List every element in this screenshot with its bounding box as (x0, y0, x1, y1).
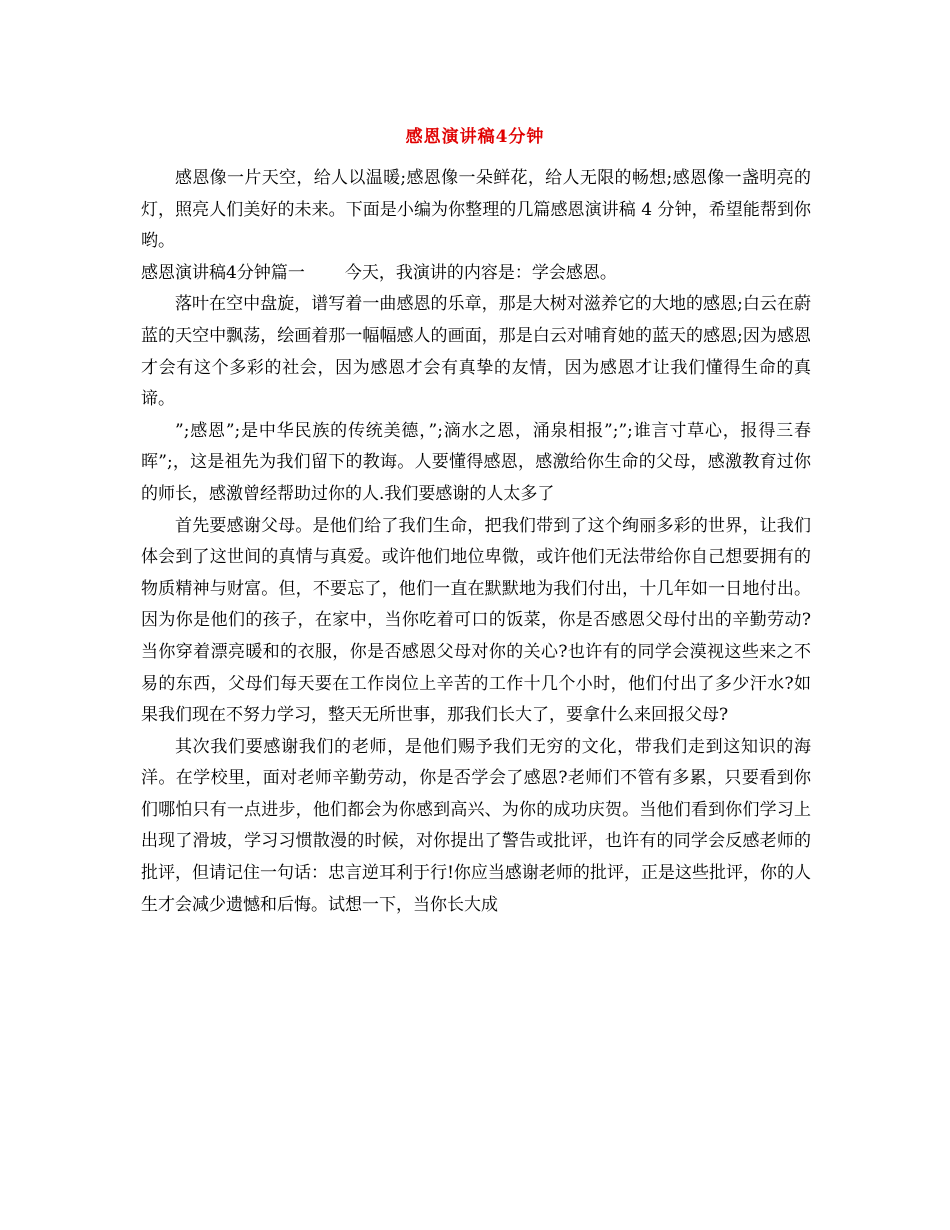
paragraph-3: 首先要感谢父母。是他们给了我们生命，把我们带到了这个绚丽多彩的世界，让我们体会到了这世间的真情与真爱。或许他们地位卑微，或许他们无法带给你自己想要拥有的物质精神与财富。但，不要忘了，他们一直在默默地为我们付出，十几年如一日地付出。因为你是他们的孩子，在家中，当你吃着可口的饭菜，你是否感恩父母付出的辛勤劳动?当你穿着漂亮暖和的衣服，你是否感恩父母对你的关心?也许有的同学会漠视这些来之不易的东西，父母们每天要在工作岗位上辛苦的工作十几个小时，他们付出了多少汗水?如果我们现在不努力学习，整天无所世事，那我们长大了，要拿什么来回报父母? (141, 515, 811, 726)
section-heading: 感恩演讲稿4分钟篇一 (141, 262, 305, 283)
document-title: 感恩演讲稿4分钟 (405, 127, 545, 147)
document-body (141, 163, 811, 921)
paragraph-1: 落叶在空中盘旋，谱写着一曲感恩的乐章，那是大树对滋养它的大地的感恩;白云在蔚蓝的天空中飘荡，绘画着那一幅幅感人的画面，那是白云对哺育她的蓝天的感恩;因为感恩才会有这个多彩的社会，因为感恩才会有真挚的友情，因为感恩才让我们懂得生命的真谛。 (141, 294, 811, 410)
paragraph-2: ”;感恩”;是中华民族的传统美德，”;滴水之恩，涌泉相报”;”;谁言寸草心，报得三春晖”;，这是祖先为我们留下的教诲。人要懂得感恩，感激给你生命的父母，感激教育过你的师长，感激曾经帮助过你的人.我们要感谢的人太多了 (141, 420, 811, 504)
intro-paragraph: 感恩像一片天空，给人以温暖;感恩像一朵鲜花，给人无限的畅想;感恩像一盏明亮的灯，照亮人们美好的未来。下面是小编为你整理的几篇感恩演讲稿 4 分钟，希望能帮到你哟。 (141, 168, 811, 252)
section-opening: 今天，我演讲的内容是：学会感恩。 (344, 262, 617, 283)
section-heading-line (141, 258, 811, 290)
paragraph-4: 其次我们要感谢我们的老师，是他们赐予我们无穷的文化，带我们走到这知识的海洋。在学校里，面对老师辛勤劳动，你是否学会了感恩?老师们不管有多累，只要看到你们哪怕只有一点进步，他们都会为你感到高兴、为你的成功庆贺。当他们看到你们学习上出现了滑坡，学习习惯散漫的时候，对你提出了警告或批评，也许有的同学会反感老师的批评，但请记住一句话：忠言逆耳利于行!你应当感谢老师的批评，正是这些批评，你的人生才会减少遗憾和后悔。试想一下，当你长大成 (141, 736, 811, 915)
